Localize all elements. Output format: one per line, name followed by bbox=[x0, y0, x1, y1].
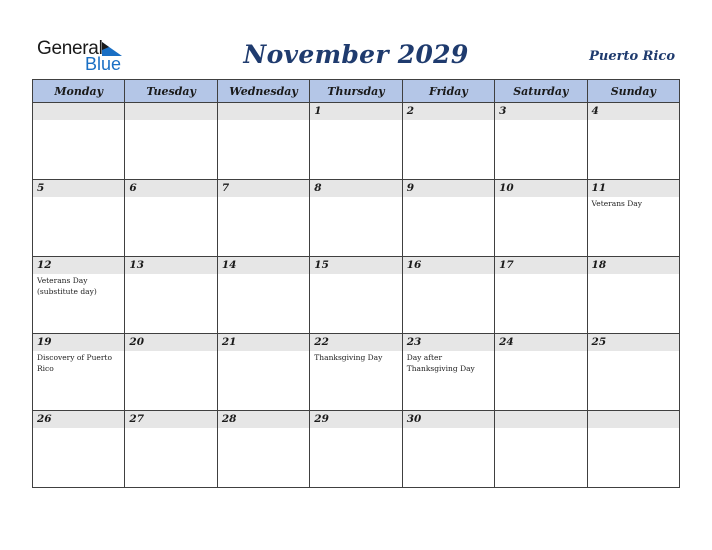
holiday-label: Veterans Day bbox=[591, 199, 642, 208]
day-cell bbox=[402, 257, 494, 334]
holiday-label bbox=[403, 120, 494, 121]
holiday-label: Thanksgiving Day bbox=[314, 353, 383, 362]
day-cell bbox=[495, 411, 587, 488]
logo-text-general: General bbox=[37, 38, 103, 59]
day-cell bbox=[587, 103, 679, 180]
week-row bbox=[33, 257, 680, 334]
holiday-label bbox=[33, 120, 124, 121]
day-cell bbox=[402, 411, 494, 488]
day-cell bbox=[217, 180, 309, 257]
day-number: 1 bbox=[310, 103, 401, 120]
day-cell bbox=[587, 180, 679, 257]
day-number: 20 bbox=[125, 334, 216, 351]
day-cell bbox=[125, 411, 217, 488]
day-number: 6 bbox=[125, 180, 216, 197]
day-number: 22 bbox=[310, 334, 401, 351]
day-number: 13 bbox=[125, 257, 216, 274]
holiday-label bbox=[495, 120, 586, 121]
holiday-label bbox=[403, 428, 494, 429]
day-cell bbox=[495, 257, 587, 334]
holiday-label bbox=[310, 197, 401, 198]
day-cell bbox=[587, 257, 679, 334]
holiday-label bbox=[310, 428, 401, 429]
week-row bbox=[33, 411, 680, 488]
day-cell bbox=[33, 180, 125, 257]
weekday-header: Wednesday bbox=[217, 80, 309, 103]
holiday-label bbox=[310, 274, 401, 275]
day-number bbox=[495, 411, 586, 428]
week-row bbox=[33, 334, 680, 411]
weekday-header-row bbox=[33, 80, 680, 103]
holiday-label bbox=[495, 428, 586, 429]
holiday-label bbox=[588, 120, 679, 121]
day-number: 16 bbox=[403, 257, 494, 274]
weekday-header: Sunday bbox=[587, 80, 679, 103]
day-cell bbox=[495, 103, 587, 180]
day-cell bbox=[310, 257, 402, 334]
holiday-label bbox=[310, 120, 401, 121]
weekday-header: Monday bbox=[33, 80, 125, 103]
day-number: 19 bbox=[33, 334, 124, 351]
holiday-label bbox=[218, 120, 309, 121]
day-number: 17 bbox=[495, 257, 586, 274]
day-number: 3 bbox=[495, 103, 586, 120]
day-number: 23 bbox=[403, 334, 494, 351]
week-row bbox=[33, 180, 680, 257]
day-number bbox=[218, 103, 309, 120]
day-number: 15 bbox=[310, 257, 401, 274]
day-number: 2 bbox=[403, 103, 494, 120]
day-number: 28 bbox=[218, 411, 309, 428]
weekday-header: Saturday bbox=[495, 80, 587, 103]
day-number: 29 bbox=[310, 411, 401, 428]
holiday-label bbox=[218, 197, 309, 198]
holiday-label bbox=[588, 351, 679, 352]
day-number: 14 bbox=[218, 257, 309, 274]
holiday-label bbox=[125, 197, 216, 198]
day-cell bbox=[310, 411, 402, 488]
day-cell bbox=[495, 334, 587, 411]
weekday-header: Friday bbox=[402, 80, 494, 103]
holiday-label bbox=[125, 351, 216, 352]
day-cell bbox=[217, 257, 309, 334]
day-number: 7 bbox=[218, 180, 309, 197]
holiday-label bbox=[218, 351, 309, 352]
logo-text-blue: Blue bbox=[85, 54, 122, 74]
day-cell bbox=[125, 257, 217, 334]
day-number: 12 bbox=[33, 257, 124, 274]
day-cell bbox=[310, 180, 402, 257]
holiday-label: Day after Thanksgiving Day bbox=[406, 353, 475, 373]
day-number: 5 bbox=[33, 180, 124, 197]
holiday-label bbox=[125, 274, 216, 275]
day-cell bbox=[125, 180, 217, 257]
holiday-label bbox=[33, 197, 124, 198]
day-cell bbox=[310, 103, 402, 180]
day-number: 8 bbox=[310, 180, 401, 197]
day-cell bbox=[587, 411, 679, 488]
day-cell bbox=[402, 103, 494, 180]
day-number: 4 bbox=[588, 103, 679, 120]
day-cell bbox=[33, 334, 125, 411]
calendar-title: November 2029 bbox=[243, 40, 469, 69]
day-cell bbox=[217, 334, 309, 411]
day-number: 11 bbox=[588, 180, 679, 197]
day-cell bbox=[33, 103, 125, 180]
holiday-label bbox=[218, 274, 309, 275]
day-number bbox=[588, 411, 679, 428]
week-row bbox=[33, 103, 680, 180]
day-number: 21 bbox=[218, 334, 309, 351]
holiday-label bbox=[495, 197, 586, 198]
day-cell bbox=[402, 180, 494, 257]
day-number: 30 bbox=[403, 411, 494, 428]
holiday-label bbox=[403, 197, 494, 198]
day-cell bbox=[125, 103, 217, 180]
day-cell bbox=[125, 334, 217, 411]
day-cell bbox=[587, 334, 679, 411]
day-number: 26 bbox=[33, 411, 124, 428]
day-number: 9 bbox=[403, 180, 494, 197]
holiday-label bbox=[218, 428, 309, 429]
holiday-label: Veterans Day (substitute day) bbox=[37, 276, 97, 296]
calendar-grid bbox=[32, 79, 680, 488]
day-number bbox=[33, 103, 124, 120]
holiday-label bbox=[403, 274, 494, 275]
day-number: 18 bbox=[588, 257, 679, 274]
day-cell bbox=[310, 334, 402, 411]
day-number bbox=[125, 103, 216, 120]
country-label: Puerto Rico bbox=[589, 49, 675, 64]
day-cell bbox=[495, 180, 587, 257]
holiday-label bbox=[125, 120, 216, 121]
day-number: 25 bbox=[588, 334, 679, 351]
day-number: 27 bbox=[125, 411, 216, 428]
day-number: 10 bbox=[495, 180, 586, 197]
day-cell bbox=[402, 334, 494, 411]
holiday-label bbox=[588, 274, 679, 275]
weekday-header: Thursday bbox=[310, 80, 402, 103]
holiday-label: Discovery of Puerto Rico bbox=[37, 353, 112, 373]
holiday-label bbox=[495, 274, 586, 275]
day-cell bbox=[217, 411, 309, 488]
holiday-label bbox=[588, 428, 679, 429]
day-cell bbox=[33, 411, 125, 488]
day-cell bbox=[217, 103, 309, 180]
holiday-label bbox=[125, 428, 216, 429]
day-number: 24 bbox=[495, 334, 586, 351]
day-cell bbox=[33, 257, 125, 334]
holiday-label bbox=[495, 351, 586, 352]
holiday-label bbox=[33, 428, 124, 429]
weekday-header: Tuesday bbox=[125, 80, 217, 103]
